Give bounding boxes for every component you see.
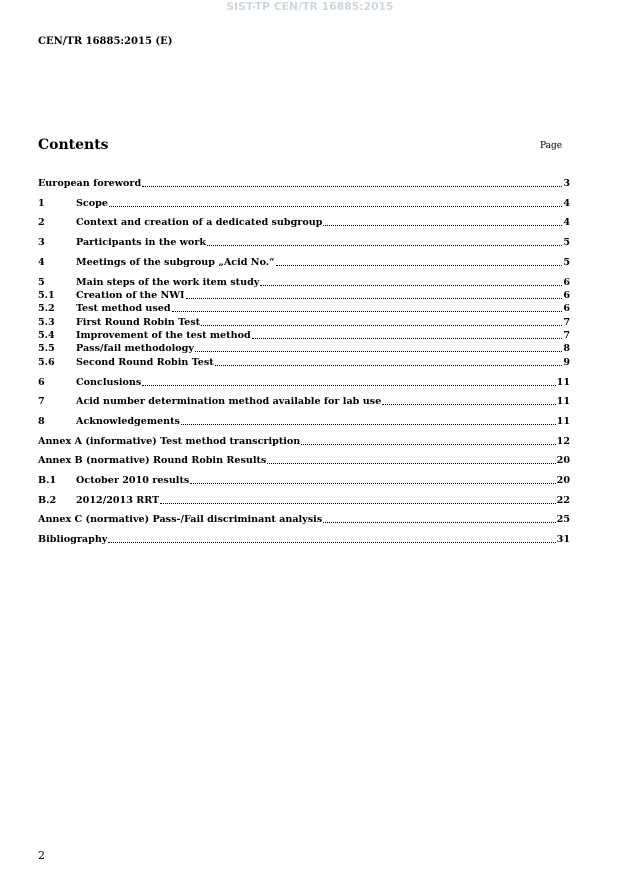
toc-entry-title: Context and creation of a dedicated subgroup <box>76 217 323 228</box>
toc-entry[interactable] <box>38 236 570 249</box>
toc-entry-page: 6 <box>563 277 570 288</box>
toc-entry-title: October 2010 results <box>76 475 190 486</box>
toc-entry-page: 4 <box>563 198 570 209</box>
page-number: 2 <box>38 849 45 862</box>
toc-entry[interactable] <box>38 216 570 229</box>
toc-entry-page: 7 <box>563 317 570 328</box>
dot-leader <box>142 385 555 386</box>
toc-entry-title: Participants in the work <box>76 237 207 248</box>
toc-entry-title: Meetings of the subgroup „Acid No.“ <box>76 257 275 268</box>
toc-entry[interactable] <box>38 289 570 302</box>
toc-entry-title: Annex C (normative) Pass-/Fail discriminant analysis <box>38 514 323 525</box>
toc-entry-page: 9 <box>563 357 570 368</box>
dot-leader <box>172 311 563 312</box>
toc-entry-title: Test method used <box>76 303 171 314</box>
dot-leader <box>276 265 563 266</box>
toc-entry-number: 6 <box>38 377 45 388</box>
toc-entry[interactable] <box>38 395 570 408</box>
toc-entry-page: 5 <box>563 237 570 248</box>
dot-leader <box>201 325 562 326</box>
toc-entry-title: Bibliography <box>38 534 108 545</box>
dot-leader <box>186 298 563 299</box>
toc-entry-number: 3 <box>38 237 45 248</box>
document-id: CEN/TR 16885:2015 (E) <box>38 36 173 47</box>
toc-entry-page: 20 <box>556 455 570 466</box>
toc-entry-page: 11 <box>556 396 570 407</box>
toc-entry[interactable] <box>38 454 570 467</box>
toc-entry-page: 11 <box>556 377 570 388</box>
dot-leader <box>252 338 563 339</box>
toc-entry[interactable] <box>38 177 570 190</box>
toc-entry-title: Creation of the NWI <box>76 290 185 301</box>
toc-entry-number: 2 <box>38 217 45 228</box>
toc-entry[interactable] <box>38 316 570 329</box>
toc-entry[interactable] <box>38 342 570 355</box>
toc-entry[interactable] <box>38 256 570 269</box>
toc-entry-page: 5 <box>563 257 570 268</box>
dot-leader <box>382 404 555 405</box>
toc-entry-page: 7 <box>563 330 570 341</box>
dot-leader <box>207 245 562 246</box>
dot-leader <box>109 206 562 207</box>
toc-entry-number: 5.5 <box>38 343 55 354</box>
toc-entry-page: 25 <box>556 514 570 525</box>
toc-entry-title: First Round Robin Test <box>76 317 201 328</box>
toc-entry-number: 5.1 <box>38 290 55 301</box>
dot-leader <box>267 463 555 464</box>
toc-entry[interactable] <box>38 415 570 428</box>
toc-entry[interactable] <box>38 533 570 546</box>
toc-entry-page: 31 <box>556 534 570 545</box>
toc-entry-title: Acknowledgements <box>76 416 180 427</box>
dot-leader <box>301 444 555 445</box>
toc-entry-number: 5.6 <box>38 357 55 368</box>
toc-entry-title: Conclusions <box>76 377 142 388</box>
toc-entry-number: 5.2 <box>38 303 55 314</box>
toc-entry-page: 11 <box>556 416 570 427</box>
toc-entry-number: 5.3 <box>38 317 55 328</box>
toc-entry-number: 5.4 <box>38 330 55 341</box>
toc-entry-title: Annex B (normative) Round Robin Results <box>38 455 267 466</box>
dot-leader <box>323 522 555 523</box>
toc-entry[interactable] <box>38 474 570 487</box>
toc-entry[interactable] <box>38 197 570 210</box>
toc-entry-page: 20 <box>556 475 570 486</box>
toc-entry-number: 5 <box>38 277 45 288</box>
watermark: SIST-TP CEN/TR 16885:2015 <box>226 1 394 13</box>
page-column-label: Page <box>540 141 563 151</box>
toc-entry-number: 7 <box>38 396 45 407</box>
toc-entry-title: Improvement of the test method <box>76 330 251 341</box>
toc-entry-title: Acid number determination method available for lab use <box>76 396 382 407</box>
toc-entry-number: 4 <box>38 257 45 268</box>
contents-heading: Contents <box>38 137 109 153</box>
toc-entry-page: 6 <box>563 290 570 301</box>
toc-entry-number: 8 <box>38 416 45 427</box>
toc-entry-number: 1 <box>38 198 45 209</box>
toc-entry-title: Pass/fail methodology <box>76 343 194 354</box>
toc-entry[interactable] <box>38 356 570 369</box>
dot-leader <box>323 225 562 226</box>
toc-entry[interactable] <box>38 376 570 389</box>
toc-entry-title: European foreword <box>38 178 142 189</box>
toc-entry-number: B.1 <box>38 475 57 486</box>
dot-leader <box>190 483 555 484</box>
dot-leader <box>142 186 562 187</box>
toc-entry-title: Scope <box>76 198 108 209</box>
dot-leader <box>160 503 555 504</box>
toc-entry[interactable] <box>38 302 570 315</box>
toc-entry-number: B.2 <box>38 495 57 506</box>
dot-leader <box>215 365 563 366</box>
toc-entry-title: Second Round Robin Test <box>76 357 214 368</box>
toc-entry-page: 12 <box>556 436 570 447</box>
toc-entry[interactable] <box>38 494 570 507</box>
toc-entry-page: 3 <box>563 178 570 189</box>
toc-entry-title: Annex A (informative) Test method transcription <box>38 436 301 447</box>
toc-entry-title: 2012/2013 RRT <box>76 495 160 506</box>
dot-leader <box>108 542 555 543</box>
dot-leader <box>260 285 562 286</box>
toc-entry[interactable] <box>38 513 570 526</box>
toc-entry[interactable] <box>38 276 570 289</box>
toc-entry-page: 8 <box>563 343 570 354</box>
dot-leader <box>195 351 562 352</box>
toc-entry[interactable] <box>38 329 570 342</box>
toc-entry[interactable] <box>38 435 570 448</box>
toc-entry-page: 6 <box>563 303 570 314</box>
toc-entry-title: Main steps of the work item study <box>76 277 260 288</box>
toc-entry-page: 22 <box>556 495 570 506</box>
toc-entry-page: 4 <box>563 217 570 228</box>
dot-leader <box>181 424 556 425</box>
